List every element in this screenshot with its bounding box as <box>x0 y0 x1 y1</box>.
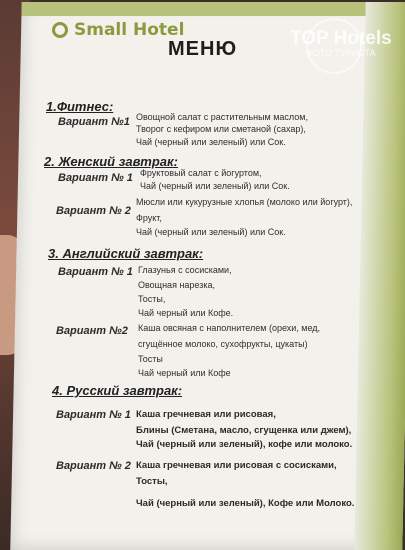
menu-line: Тосты, <box>138 294 166 304</box>
menu-line: Каша овсяная с наполнителем (орехи, мед, <box>138 323 321 333</box>
variant-label: Вариант №2 <box>56 325 128 337</box>
watermark-sub: ФОТО ТУРИСТА <box>306 48 376 58</box>
variant-label: Вариант № 1 <box>58 172 133 184</box>
menu-line: Чай (черный или зеленый), кофе или молоко. <box>136 439 353 450</box>
menu-line: Фрукт, <box>136 213 162 223</box>
variant-label: Вариант № 1 <box>58 266 133 278</box>
watermark-main: TOP Hotels <box>290 28 392 49</box>
menu-line: Чай (черный или зеленый) или Сок. <box>140 181 290 191</box>
section-heading: 2. Женский завтрак: <box>44 154 178 169</box>
logo-text: Small Hotel <box>74 20 185 40</box>
variant-label: Вариант № 2 <box>56 205 131 217</box>
menu-title: МЕНЮ <box>168 38 238 60</box>
menu-line: Тосты, <box>136 476 168 487</box>
menu-line: Чай (черный или зеленый) или Сок. <box>136 137 286 147</box>
menu-line: Овощная нарезка, <box>138 280 215 290</box>
menu-line: Каша гречневая или рисовая с сосисками, <box>136 460 337 471</box>
variant-label: Вариант № 1 <box>56 409 131 421</box>
menu-line: Мюсли или кукурузные хлопья (молоко или йогурт), <box>136 197 353 207</box>
menu-line: Чай черный или Кофе. <box>138 308 234 318</box>
section-heading: 1.Фитнес: <box>46 99 114 114</box>
variant-label: Вариант №1 <box>58 116 130 128</box>
menu-line: Каша гречневая или рисовая, <box>136 409 276 420</box>
menu-line: Чай (черный или зеленый) или Сок. <box>136 227 286 237</box>
logo-ring-icon <box>52 22 68 38</box>
menu-line: Тосты <box>138 354 163 364</box>
menu-line: сгущённое молоко, сухофрукты, цукаты) <box>138 339 308 349</box>
variant-label: Вариант № 2 <box>56 460 131 472</box>
menu-line: Чай (черный или зеленый), Кофе или Молоко. <box>136 498 355 509</box>
watermark <box>290 28 392 58</box>
hotel-logo <box>52 20 184 40</box>
section-heading: 4. Русский завтрак: <box>52 383 183 398</box>
menu-line: Творог с кефиром или сметаной (сахар), <box>136 124 306 134</box>
menu-line: Глазунья с сосисками, <box>138 265 232 275</box>
menu-line: Фруктовый салат с йогуртом, <box>140 168 262 178</box>
menu-line: Овощной салат с растительным маслом, <box>136 112 308 122</box>
section-heading: 3. Английский завтрак: <box>48 246 204 261</box>
menu-line: Чай черный или Кофе <box>138 368 231 378</box>
menu-line: Блины (Сметана, масло, сгущенка или джем), <box>136 425 352 436</box>
